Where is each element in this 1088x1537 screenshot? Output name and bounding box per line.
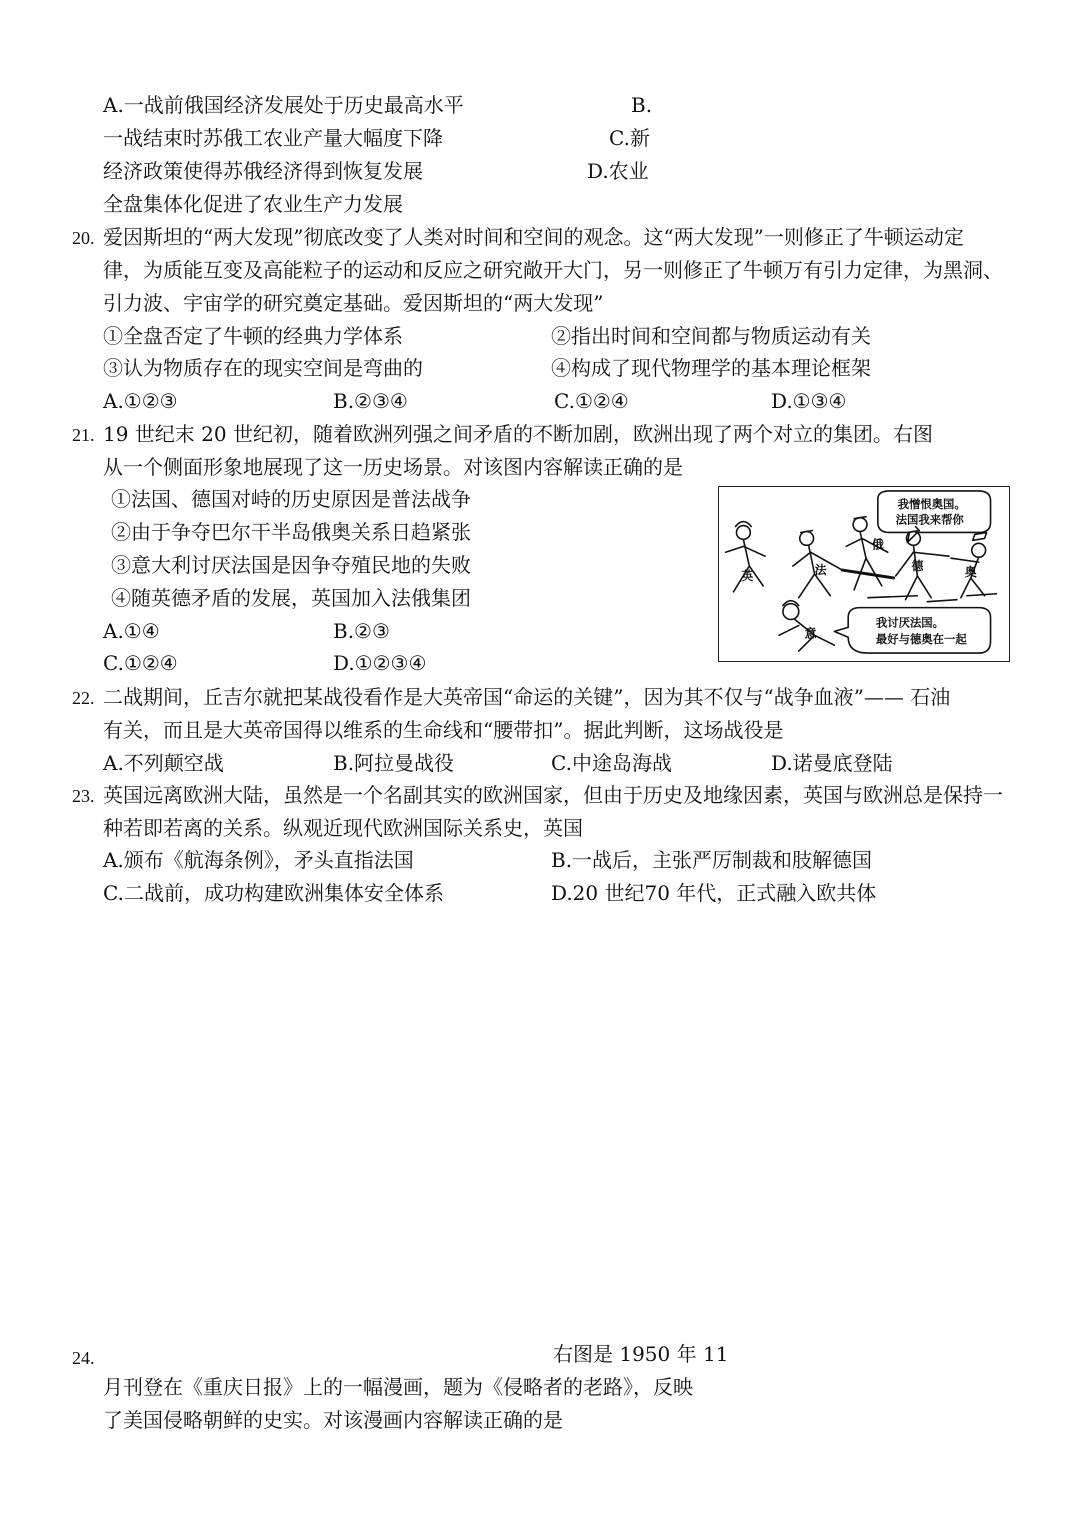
- q24-stem-line-2: 月刊登在《重庆日报》上的一幅漫画，题为《侵略者的老路》，反映: [103, 1375, 693, 1399]
- q21-number: 21.: [72, 425, 95, 445]
- q20-option-b[interactable]: B.②③④: [333, 389, 408, 413]
- q19-line-7: 全盘集体化促进了农业生产力发展: [103, 192, 403, 216]
- q20-option-d[interactable]: D.①③④: [771, 389, 847, 413]
- q19-line-4: C.新: [609, 126, 650, 150]
- q21-stem-line-2: 从一个侧面形象地展现了这一历史场景。对该图内容解读正确的是: [103, 455, 683, 479]
- q21-stem-line-1: 19 世纪末 20 世纪初，随着欧洲列强之间矛盾的不断加剧，欧洲出现了两个对立的集团。右图: [103, 422, 933, 446]
- q21-option-b[interactable]: B.②③: [333, 619, 390, 643]
- q21-item-4: ④随英德矛盾的发展，英国加入法俄集团: [111, 586, 471, 610]
- q19-line-2: B.: [631, 93, 653, 117]
- cartoon-bubble-bottom-line-1: 我讨厌法国。: [875, 615, 945, 630]
- q24-stem-line-3: 了美国侵略朝鲜的史实。对该漫画内容解读正确的是: [103, 1408, 563, 1432]
- q19-line-6: D.农业: [587, 159, 649, 183]
- q22-option-a[interactable]: A.不列颠空战: [103, 751, 224, 775]
- q20-stem-line-3: 引力波、宇宙学的研究奠定基础。爱因斯坦的“两大发现”: [103, 291, 604, 315]
- cartoon-bubble-top-line-2: 法国我来帮你: [895, 512, 964, 527]
- q19-line-5: 经济政策使得苏俄经济得到恢复发展: [103, 159, 423, 183]
- alliance-cartoon: [718, 486, 1010, 662]
- q22-option-b[interactable]: B.阿拉曼战役: [333, 751, 455, 775]
- q21-item-2: ②由于争夺巴尔干半岛俄奥关系日趋紧张: [111, 520, 471, 544]
- q20-option-a[interactable]: A.①②③: [103, 389, 178, 413]
- q20-number: 20.: [72, 228, 95, 248]
- cartoon-bubble-top-line-1: 我憎恨奥国。: [897, 496, 966, 511]
- q23-stem-line-2: 种若即若离的关系。纵观近现代欧洲国际关系史，英国: [103, 816, 583, 840]
- q20-stem-line-2: 律，为质能互变及高能粒子的运动和反应之研究敞开大门，另一则修正了牛顿万有引力定律，为黑洞、: [103, 258, 1003, 282]
- cartoon-bubble-bottom-line-2: 最好与德奥在一起: [875, 632, 967, 647]
- svg-text:法: 法: [814, 563, 827, 577]
- q20-item-4: ④构成了现代物理学的基本理论框架: [551, 356, 871, 380]
- q23-option-c[interactable]: C.二战前，成功构建欧洲集体安全体系: [103, 881, 444, 905]
- q22-number: 22.: [72, 688, 95, 708]
- svg-text:奥: 奥: [964, 564, 977, 579]
- q24-number: 24.: [72, 1348, 95, 1368]
- svg-text:意: 意: [804, 626, 817, 641]
- q19-line-3: 一战结束时苏俄工农业产量大幅度下降: [103, 126, 443, 150]
- q23-option-b[interactable]: B.一战后，主张严厉制裁和肢解德国: [551, 848, 873, 872]
- q22-stem-line-2: 有关，而且是大英帝国得以维系的生命线和“腰带扣”。据此判断，这场战役是: [103, 718, 784, 742]
- q20-item-2: ②指出时间和空间都与物质运动有关: [551, 324, 871, 348]
- q21-option-a[interactable]: A.①④: [103, 619, 160, 643]
- q20-option-c[interactable]: C.①②④: [554, 389, 629, 413]
- q22-option-c[interactable]: C.中途岛海战: [551, 751, 672, 775]
- q20-item-3: ③认为物质存在的现实空间是弯曲的: [103, 356, 423, 380]
- q21-item-1: ①法国、德国对峙的历史原因是普法战争: [111, 487, 471, 511]
- q20-item-1: ①全盘否定了牛顿的经典力学体系: [103, 324, 403, 348]
- q21-option-d[interactable]: D.①②③④: [333, 651, 427, 675]
- svg-text:德: 德: [911, 559, 924, 574]
- svg-text:俄: 俄: [871, 537, 884, 552]
- q21-item-3: ③意大利讨厌法国是因争夺殖民地的失败: [111, 553, 471, 577]
- q23-option-a[interactable]: A.颁布《航海条例》，矛头直指法国: [103, 848, 414, 872]
- q23-stem-line-1: 英国远离欧洲大陆，虽然是一个名副其实的欧洲国家，但由于历史及地缘因素，英国与欧洲总是保持一: [103, 783, 1003, 807]
- q24-stem-line-1: 右图是 1950 年 11: [553, 1342, 729, 1366]
- q23-number: 23.: [72, 786, 95, 806]
- q23-option-d[interactable]: D.20 世纪70 年代，正式融入欧共体: [551, 881, 877, 905]
- q19-line-1: A.一战前俄国经济发展处于历史最高水平: [103, 93, 464, 117]
- q22-option-d[interactable]: D.诺曼底登陆: [771, 751, 893, 775]
- q22-stem-line-1: 二战期间，丘吉尔就把某战役看作是大英帝国“命运的关键”，因为其不仅与“战争血液”—— 石油: [103, 685, 951, 709]
- q21-option-c[interactable]: C.①②④: [103, 651, 178, 675]
- q20-stem-line-1: 爱因斯坦的“两大发现”彻底改变了人类对时间和空间的观念。这“两大发现”一则修正了牛顿运动定: [103, 225, 964, 249]
- svg-text:英: 英: [741, 568, 754, 583]
